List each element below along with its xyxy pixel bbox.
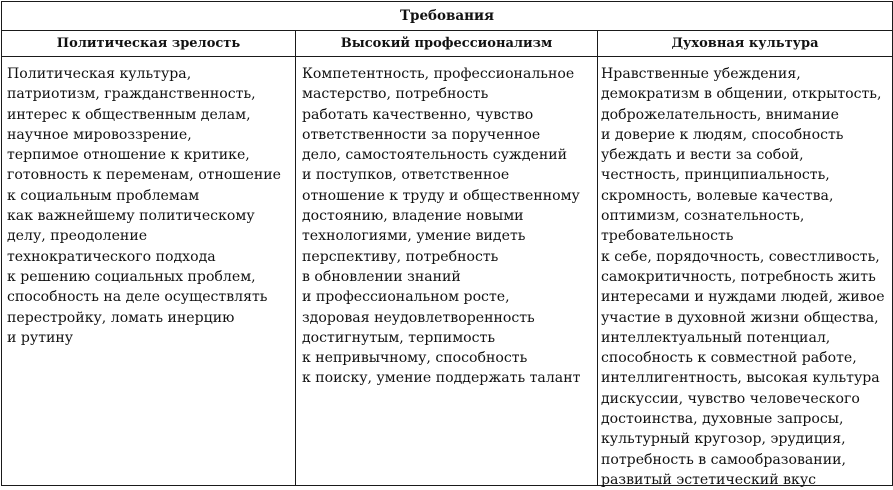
cell-text-line: способность к совместной работе, (601, 350, 857, 367)
cell-text-line: культурный кругозор, эрудиция, (601, 431, 846, 448)
column-high-professionalism (302, 64, 580, 389)
cell-text-line: интерес к общественным делам, (7, 106, 251, 123)
cell-text-line: научное мировоззрение, (7, 126, 192, 143)
cell-text-line: в обновлении знаний (302, 268, 461, 285)
cell-text-line: терпимое отношение к критике, (7, 147, 250, 164)
cell-text-line: честность, принципиальность, (601, 167, 830, 184)
cell-text-line: оптимизм, сознательность, (601, 208, 805, 225)
cell-text-line: интересами и нуждами людей, живое (601, 289, 885, 306)
cell-text-line: Нравственные убеждения, (601, 66, 801, 82)
column-divider (597, 31, 598, 485)
requirements-table (1, 1, 893, 486)
cell-text-line: доброжелательность, внимание (601, 106, 839, 123)
cell-text-line: способность на деле осуществлять (7, 289, 268, 306)
cell-text-line: демократизм в общении, открытость, (601, 86, 882, 103)
cell-text-line: потребность в самообразовании, (601, 451, 846, 468)
cell-text-line: интеллектуальный потенциал, (601, 329, 831, 346)
cell-text-line: дело, самостоятельность суждений (302, 147, 568, 164)
cell-text-line: скромность, волевые качества, (601, 187, 834, 204)
header-spiritual-culture: Духовная культура (671, 36, 819, 51)
cell-text-line: к поиску, умение поддержать талант (302, 370, 581, 387)
cell-text-line: готовность к переменам, отношение (7, 167, 281, 184)
cell-text-line: патриотизм, гражданственность, (7, 86, 256, 103)
column-divider (295, 31, 296, 485)
cell-text-line: убеждать и вести за собой, (601, 147, 804, 164)
cell-text-line: и профессиональном росте, (302, 289, 510, 306)
cell-text-line: дискуссии, чувство человеческого (601, 390, 860, 407)
cell-text-line: технологиями, умение видеть (302, 228, 526, 245)
cell-text-line: и рутину (7, 329, 74, 346)
cell-text-line: отношение к труду и общественному (302, 187, 580, 204)
header-political-maturity: Политическая зрелость (56, 36, 241, 51)
cell-text-line: достигнутым, терпимость (302, 329, 496, 346)
cell-text-line: как важнейшему политическому (7, 208, 255, 225)
cell-text-line: к социальным проблемам (7, 187, 200, 204)
cell-text-line: к себе, порядочность, совестливость, (601, 248, 880, 265)
cell-text-line: Политическая культура, (7, 66, 192, 82)
cell-text-line: работать качественно, чувство (302, 106, 534, 123)
cell-text-line: делу, преодоление (7, 228, 148, 245)
cell-text-line: ответственности за порученное (302, 126, 541, 143)
cell-text-line: здоровая неудовлетворенность (302, 309, 535, 326)
header-high-professionalism: Высокий профессионализм (340, 36, 553, 51)
cell-text-line: мастерство, потребность (302, 86, 489, 103)
column-header-row (2, 31, 892, 57)
cell-text-line: технократического подхода (7, 248, 216, 265)
cell-text-line: перспективу, потребность (302, 248, 499, 265)
cell-text-line: требовательность (601, 228, 734, 245)
cell-text-line: достоинства, духовные запросы, (601, 411, 844, 428)
cell-text-line: и доверие к людям, способность (601, 126, 844, 143)
cell-text-line: Компетентность, профессиональное (302, 66, 575, 82)
table-title: Требования (2, 2, 892, 31)
cell-text-line: к решению социальных проблем, (7, 268, 256, 285)
cell-text-line: участие в духовной жизни общества, (601, 309, 879, 326)
cell-text-line: самокритичность, потребность жить (601, 268, 876, 285)
cell-text-line: достоянию, владение новыми (302, 208, 524, 225)
column-spiritual-culture (601, 64, 885, 490)
column-political-maturity (7, 64, 281, 348)
cell-text-line: перестройку, ломать инерцию (7, 309, 235, 326)
cell-text-line: интеллигентность, высокая культура (601, 370, 880, 387)
cell-text-line: и поступков, ответственное (302, 167, 510, 184)
cell-text-line: к непривычному, способность (302, 350, 528, 367)
cell-text-line: развитый эстетический вкус (601, 471, 816, 488)
